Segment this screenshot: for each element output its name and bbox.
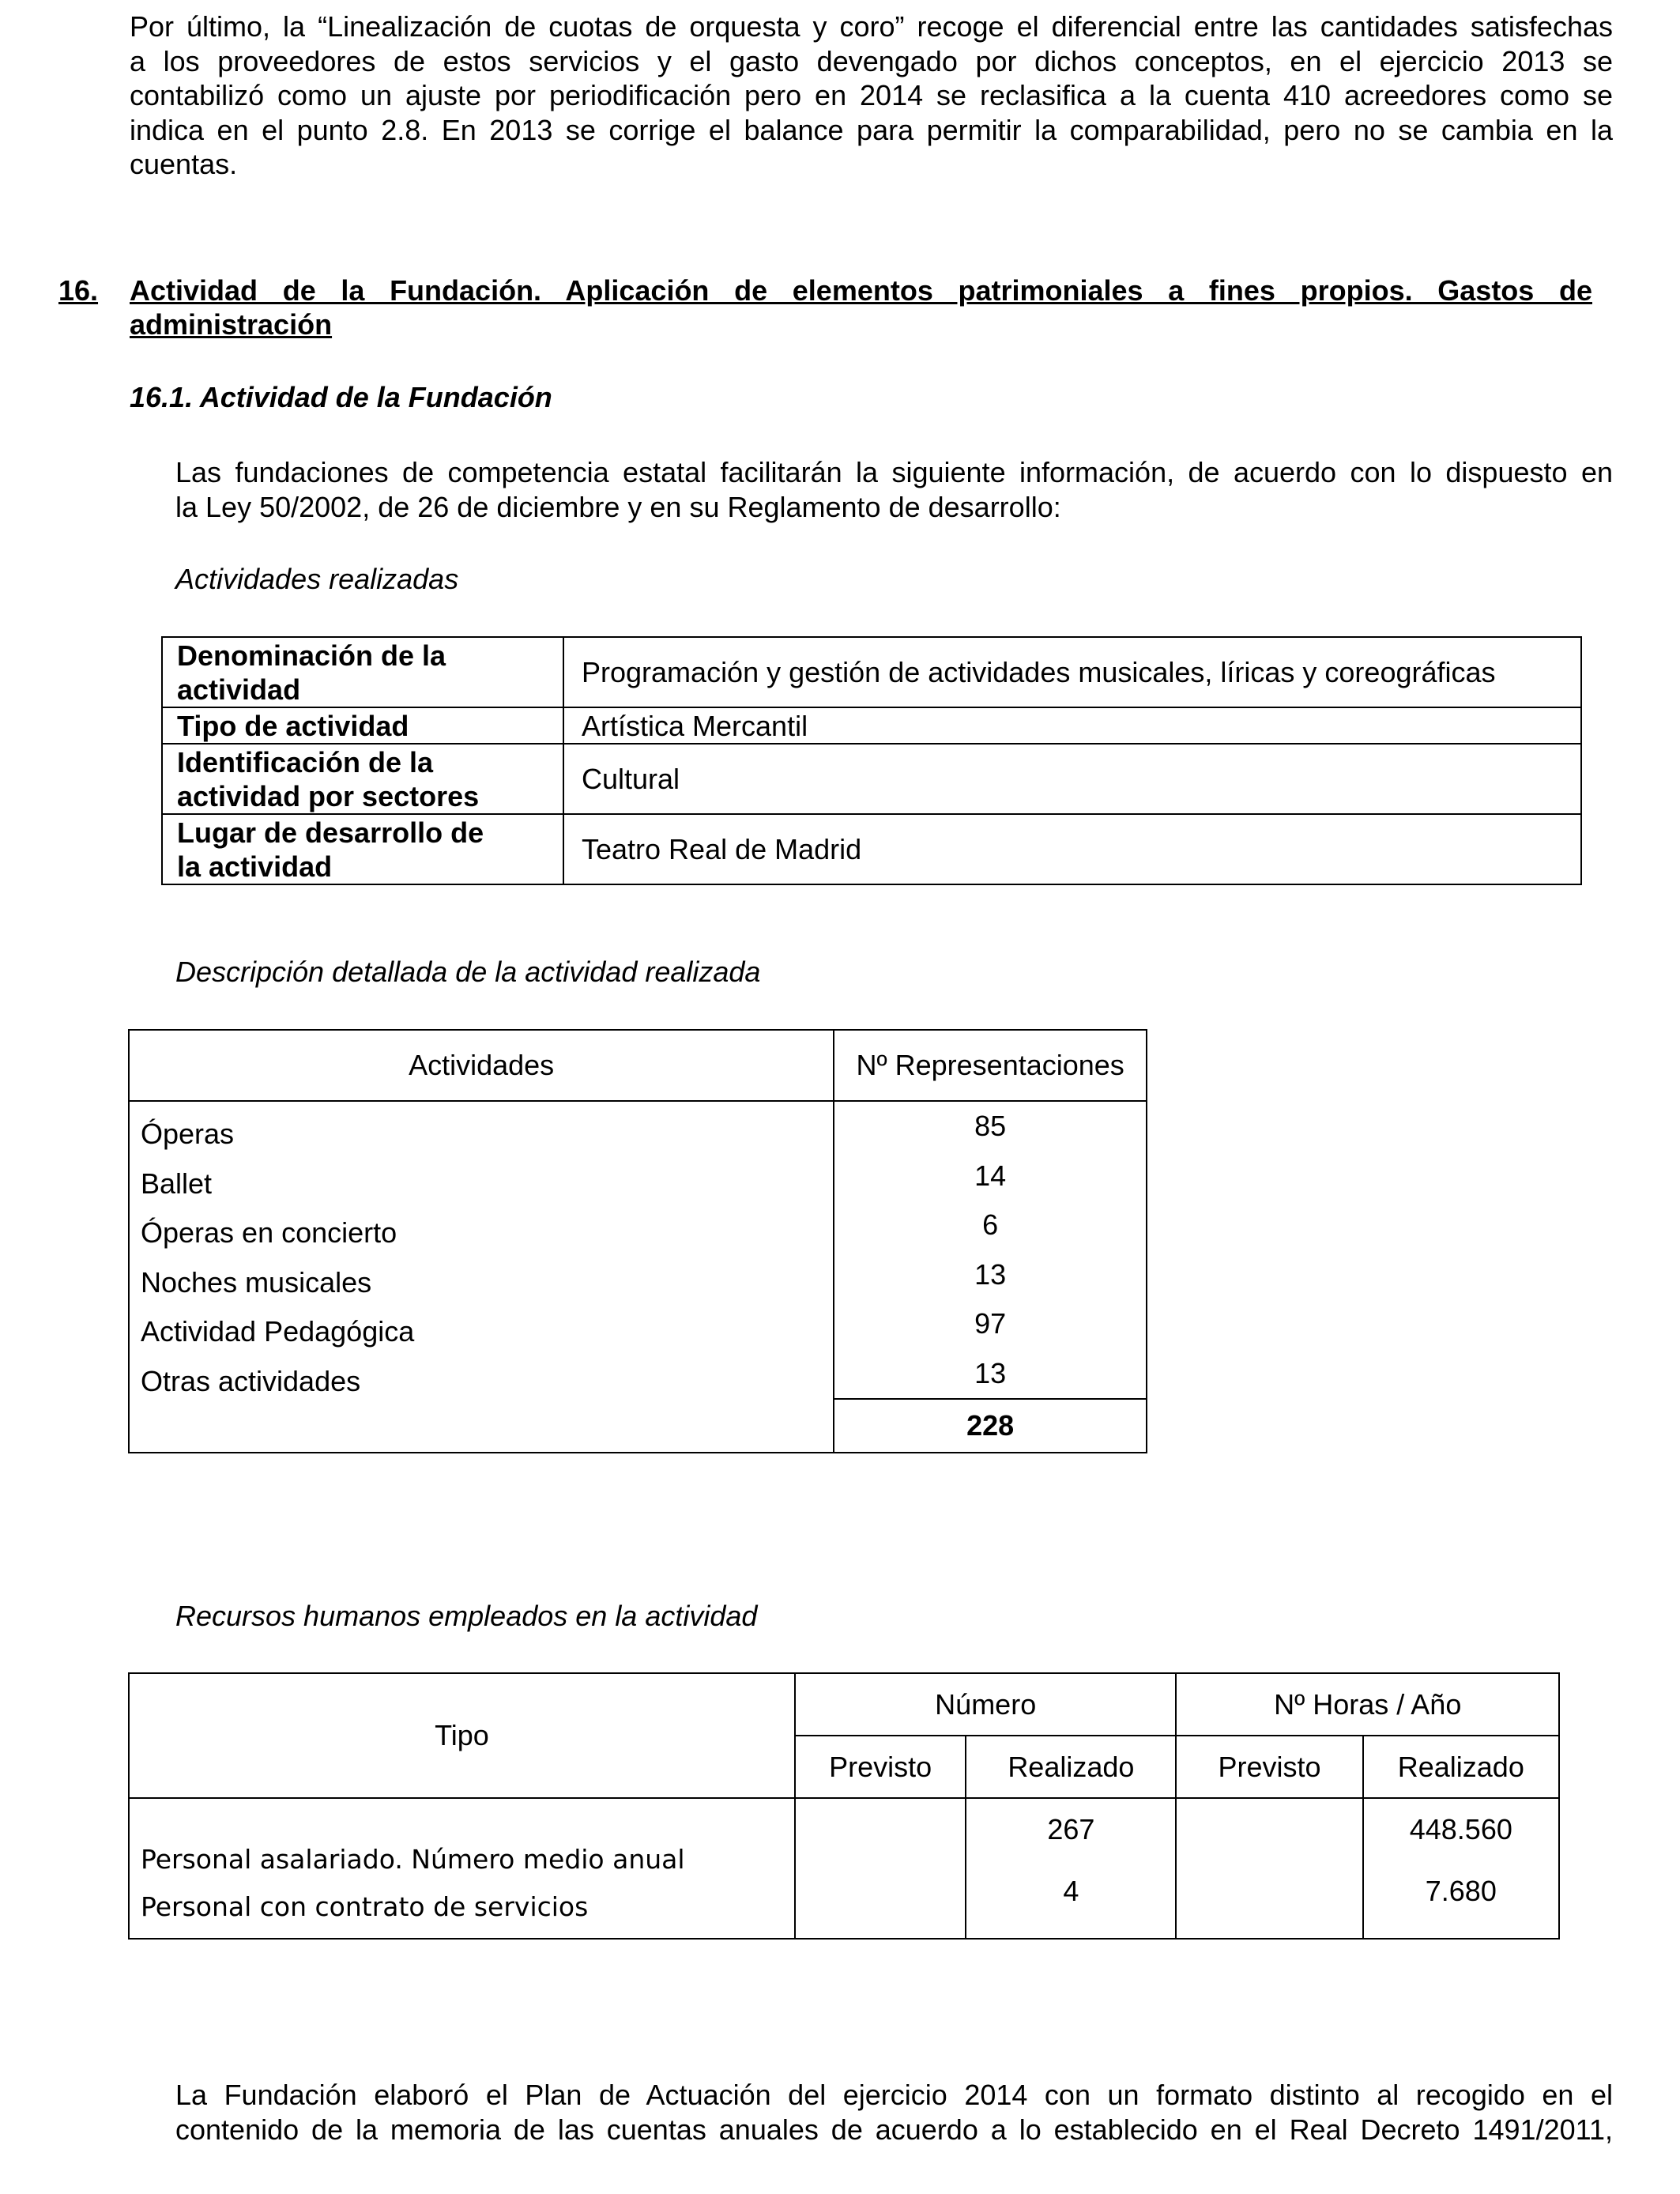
subsection-paragraph (175, 455, 1613, 524)
row-value: Cultural (563, 744, 1581, 814)
horas-realizado: 448.560 (1363, 1798, 1559, 1875)
intro-paragraph (130, 9, 1613, 182)
list-value: 13 (974, 1257, 1007, 1291)
section-title (130, 273, 1592, 341)
intro-line: contabilizó como un ajuste por periodificación pero en 2014 se reclasifica a la cuenta 410 acreedores como se (130, 79, 1613, 111)
horas-realizado: 7.680 (1363, 1875, 1559, 1939)
label-line: actividad por sectores (177, 779, 480, 812)
list-value: 13 (974, 1356, 1007, 1389)
table-row (162, 707, 1581, 744)
list-value: 6 (982, 1208, 999, 1241)
table-header-row (129, 1030, 1147, 1101)
list-value: 85 (974, 1110, 1007, 1142)
subsection-title: 16.1. Actividad de la Fundación (130, 381, 552, 413)
horas-previsto (1176, 1798, 1362, 1875)
list-item: Óperas en concierto (141, 1216, 397, 1249)
intro-line: indica en el punto 2.8. En 2013 se corrige el balance para permitir la comparabilidad, pero no se cambia en la (130, 113, 1613, 146)
label-line: Lugar de desarrollo de (177, 816, 484, 849)
section-title-line2: administración (130, 308, 333, 341)
list-item: Noches musicales (141, 1265, 372, 1299)
subsection-line: la Ley 50/2002, de 26 de diciembre y en su Reglamento de desarrollo: (175, 490, 1061, 523)
row-value: Programación y gestión de actividades musicales, líricas y coreográficas (563, 637, 1581, 707)
numero-realizado: 4 (966, 1875, 1176, 1939)
values-cell (834, 1101, 1147, 1399)
label-line: Tipo de actividad (177, 709, 409, 742)
table-row (162, 814, 1581, 884)
descripcion-table (128, 1029, 1147, 1453)
row-label (162, 814, 563, 884)
list-item: Otras actividades (141, 1364, 361, 1397)
row-label (162, 637, 563, 707)
numero-previsto (795, 1798, 966, 1875)
header-tipo: Tipo (129, 1673, 795, 1798)
header-representaciones: Nº Representaciones (834, 1030, 1147, 1101)
numero-previsto (795, 1875, 966, 1939)
header-numero: Número (795, 1673, 1177, 1736)
table-header-row (129, 1673, 1559, 1736)
table-body-row (129, 1101, 1147, 1399)
intro-line: cuentas. (130, 148, 238, 180)
table-row (162, 744, 1581, 814)
names-cell (129, 1101, 834, 1453)
row-value: Teatro Real de Madrid (563, 814, 1581, 884)
recursos-caption: Recursos humanos empleados en la actividad (175, 1600, 758, 1632)
header-numero-previsto: Previsto (795, 1736, 966, 1798)
label-line: actividad (177, 673, 301, 706)
header-numero-realizado: Realizado (966, 1736, 1176, 1798)
row-label (162, 744, 563, 814)
total-value: 228 (834, 1399, 1147, 1453)
subsection-line: Las fundaciones de competencia estatal facilitarán la siguiente información, de acuerdo con lo dispuesto en (175, 456, 1613, 488)
intro-line: Por último, la “Linealización de cuotas de orquesta y coro” recoge el diferencial entre las cantidades satisfechas (130, 10, 1613, 43)
actividades-table (161, 636, 1582, 885)
closing-paragraph (175, 2078, 1613, 2147)
table-row (162, 637, 1581, 707)
section-number: 16. (58, 274, 99, 307)
table-row (129, 1798, 1559, 1875)
descripcion-caption: Descripción detallada de la actividad realizada (175, 956, 761, 988)
closing-line: contenido de la memoria de las cuentas anuales de acuerdo a lo establecido en el Real Decreto 1491/2011, (175, 2113, 1613, 2146)
list-item: Ballet (141, 1167, 213, 1200)
row-label (162, 707, 563, 744)
list-item: Actividad Pedagógica (141, 1315, 415, 1348)
section-title-line1: Actividad de la Fundación. Aplicación de elementos patrimoniales a fines propios. Gastos de (130, 274, 1592, 307)
list-item: Óperas (141, 1118, 235, 1150)
list-value: 97 (974, 1307, 1007, 1340)
label-line: Denominación de la (177, 639, 446, 672)
header-actividades: Actividades (129, 1030, 834, 1101)
table-row (129, 1875, 1559, 1939)
numero-realizado: 267 (966, 1798, 1176, 1875)
header-horas-previsto: Previsto (1176, 1736, 1362, 1798)
header-horas: Nº Horas / Año (1176, 1673, 1559, 1736)
tipo-cell: Personal asalariado. Número medio anual (129, 1798, 795, 1875)
header-horas-realizado: Realizado (1363, 1736, 1559, 1798)
actividades-caption: Actividades realizadas (175, 563, 459, 595)
row-value: Artística Mercantil (563, 707, 1581, 744)
label-line: Identificación de la (177, 745, 434, 778)
tipo-cell: Personal con contrato de servicios (129, 1875, 795, 1939)
label-line: la actividad (177, 850, 333, 883)
intro-line: a los proveedores de estos servicios y el gasto devengado por dichos conceptos, en el ejercicio 2013 se (130, 44, 1613, 77)
list-value: 14 (974, 1159, 1007, 1192)
closing-line: La Fundación elaboró el Plan de Actuación del ejercicio 2014 con un formato distinto al recogido en el (175, 2079, 1613, 2111)
recursos-table (128, 1672, 1560, 1940)
horas-previsto (1176, 1875, 1362, 1939)
